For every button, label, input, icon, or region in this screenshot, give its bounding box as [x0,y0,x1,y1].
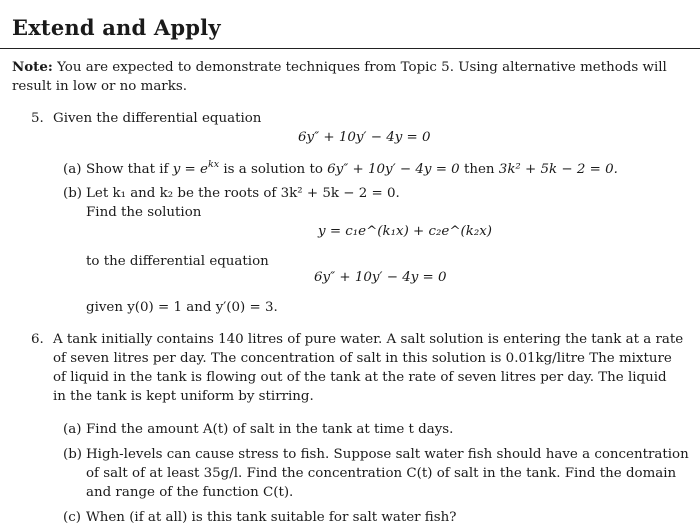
q6a-text: Find the amount A(t) of salt in the tank at time t days. [86,422,454,437]
q5b-to-text: to the differential equation [86,254,269,269]
note-line-1 [12,58,667,77]
q6-line-4: in the tank is kept uniform by stirring. [53,389,314,404]
q5a-expr1-base: y = e [172,162,208,177]
q5b-line-1: Let k₁ and k₂ be the roots of 3k² + 5k − 2 = 0. [86,186,400,201]
q5a-expr3: 3k² + 5k − 2 = 0. [498,162,618,177]
q5b-label: (b) [63,186,83,201]
q5b-equation: 6y″ + 10y′ − 4y = 0 [314,270,447,285]
q5a-expr2: 6y″ + 10y′ − 4y = 0 [327,162,460,177]
note-text-2: result in low or no marks. [12,79,187,94]
q5b-line-2: Find the solution [86,205,202,220]
q6-line-1: A tank initially contains 140 litres of pure water. A salt solution is entering the tank at a rate [53,332,684,347]
q6b-line-3: and range of the function C(t). [86,485,294,500]
q5-equation: 6y″ + 10y′ − 4y = 0 [298,130,431,145]
note-text-1: You are expected to demonstrate techniques from Topic 5. Using alternative methods will [57,60,667,75]
q6c-text: When (if at all) is this tank suitable for salt water fish? [86,510,457,525]
q6b-label: (b) [63,447,83,462]
q5a-text-mid: is a solution to [223,162,323,177]
note-label: Note: [12,59,53,75]
q6a-label: (a) [63,422,82,437]
q5a-expr1 [172,159,220,177]
q5b-given: given y(0) = 1 and y′(0) = 3. [86,300,278,315]
q5-intro: Given the differential equation [53,111,262,126]
q5a-text-before: Show that if [86,162,169,177]
q5b-solution: y = c₁e^(k₁x) + c₂e^(k₂x) [318,224,493,239]
q6-line-2: of seven litres per day. The concentration of salt in this solution is 0.01kg/litre The mixture [53,351,672,366]
q5-number: 5. [31,111,44,126]
q5a-label: (a) [63,162,82,177]
q6b-line-2: of salt of at least 35g/l. Find the concentration C(t) of salt in the tank. Find the domain [86,466,677,481]
q6-line-3: of liquid in the tank is flowing out of the tank at the rate of seven litres per day. The liquid [53,370,667,385]
q5a-text [86,160,618,179]
q6-number: 6. [31,332,44,347]
q5a-text-then: then [463,162,495,177]
heading-divider [0,48,700,49]
q5a-expr1-exp: kx [207,159,220,170]
q6b-line-1: High-levels can cause stress to fish. Suppose salt water fish should have a concentration [86,447,689,462]
section-heading: Extend and Apply [12,15,221,40]
q6c-label: (c) [63,510,81,525]
